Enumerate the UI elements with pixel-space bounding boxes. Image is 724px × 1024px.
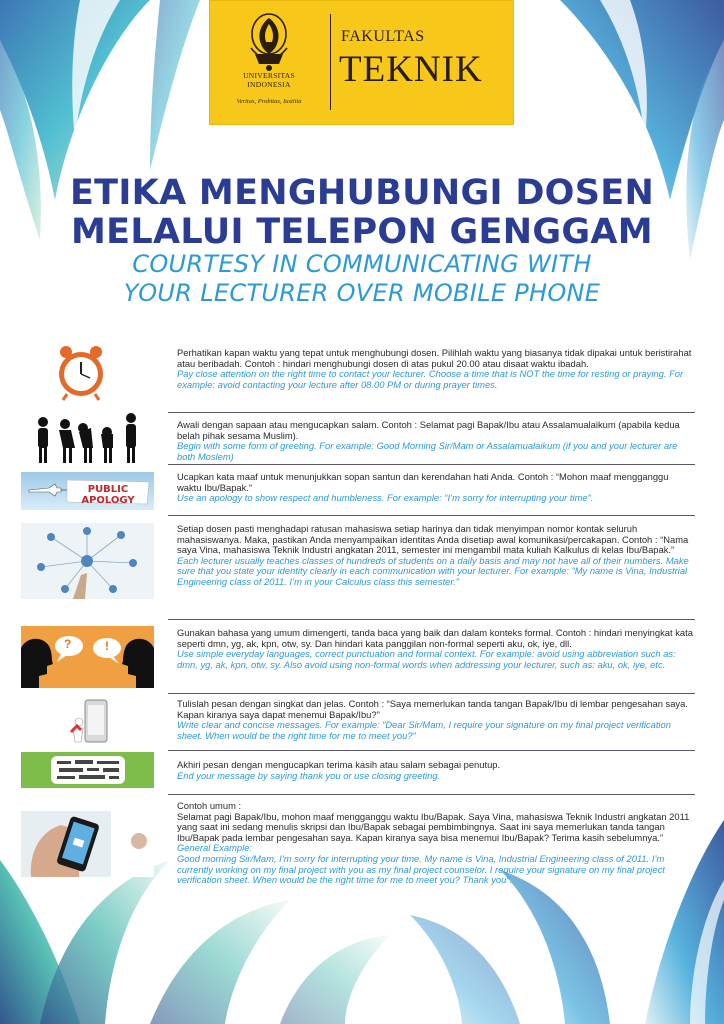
- item-text-en: Write clear and concise messages. For example: “Dear Sir/Mam, I require your signature on my final project verification sheet. When would be the right time for me to meet you?”: [177, 719, 671, 741]
- chat-bubble-text-1: ?: [64, 637, 72, 651]
- item-timing: [177, 348, 695, 390]
- item-text-id: Gunakan bahasa yang umum dimengerti, tanda baca yang baik dan dalam konteks formal. Contoh : hindari menyingkat kata seperti dmn, yg, ak, kpn, otw, sy. Dan hindari kata panggilan non-formal seperti aku, ok, iye, dll.: [177, 627, 693, 649]
- item-text-id: Tulislah pesan dengan singkat dan jelas. Contoh : “Saya memerlukan tanda tangan Bapak/Ibu di lembar pengesahan saya. Kapan kiranya saya dapat menemui Bapak/Ibu?”: [177, 698, 688, 720]
- divider: [168, 464, 695, 465]
- divider: [168, 515, 695, 516]
- item-text-id: Akhiri pesan dengan mengucapkan terima kasih atau salam sebagai penutup.: [177, 759, 501, 770]
- item-text-id: Perhatikan kapan waktu yang tepat untuk menghubungi dosen. Pilihlah waktu yang biasanya tidak dipakai untuk beristirahat atau beribadah. Contoh : hindari menghubungi dosen di atas pukul 20.00 atau disaat waktu ibadah.: [177, 347, 692, 369]
- page-title: ETIKA MENGHUBUNGI DOSEN MELALUI TELEPON GENGGAM: [69, 173, 655, 252]
- divider: [168, 619, 695, 620]
- divider: [168, 794, 695, 795]
- thank-you-words-icon: [21, 752, 154, 788]
- network-diagram-icon: [21, 523, 154, 599]
- item-text-en: Use an apology to show respect and humbleness. For example: “I’m sorry for interrupting your time”.: [177, 492, 594, 504]
- hand-holding-phone-icon: [21, 811, 154, 877]
- item-text-en: Begin with some form of greeting. For example: Good Morning Sir/Mam or Assalamualaikum (if you and your lecturer are both Moslem): [177, 440, 678, 462]
- item-text-en: Use simple everyday languages, correct punctuation and formal context. For example: avoid using abbreviation such as: dmn, yg, ak, kpn, otw, sy. Also avoid using non-formal words when addressing your lecturer, such as: aku, ok, iye, etc.: [177, 648, 676, 670]
- item-text-en: Each lecturer usually teaches classes of hundreds of students on a daily basis and may not have all of their numbers. Make sure that you state your identity clearly in each communication with your lecturer. For example: “My name is Vina, Industrial Engineering class of 2011. I’m in your Calculus class this semester.”: [177, 554, 689, 587]
- phone-and-figure-icon: [21, 698, 154, 748]
- item-general-example: [177, 801, 695, 886]
- faculty-name: TEKNIK: [339, 49, 483, 90]
- item-apology: [177, 472, 695, 504]
- item-text-id: Contoh umum : Selamat pagi Bapak/Ibu, mohon maaf mengganggu waktu Ibu/Bapak. Saya Vina, mahasiswa Teknik Industri angkatan 2011 yang saat ini sedang menulis skripsi dan Ibu/Bapak sebagai pembimbingnya. Saat ini saya memerlukan tanda tangan Ibu/Bapak pada lembar pengesahan saya. Kapan kiranya saya bisa menemui Ibu/Bapak? Terima kasih sebelumnya.”: [177, 800, 690, 843]
- item-text-en: Pay close attention on the right time to contact your lecturer. Choose a time that is NOT the time for resting or praying. For example: avoid contacting your lecture after 08.00 PM or during prayer times.: [177, 368, 684, 390]
- item-concise: [177, 699, 695, 741]
- divider: [168, 750, 695, 751]
- chat-bubble-text-2: !: [105, 639, 109, 653]
- alarm-clock-icon: [21, 342, 154, 402]
- item-language: [177, 628, 695, 670]
- item-greeting: [177, 420, 695, 462]
- bowing-people-icon: [21, 410, 154, 466]
- university-motto: Veritas, Probitas, Iustitia: [236, 98, 302, 105]
- item-text-en: General Example: Good morning Sir/Mam, I’m sorry for interrupting your time. My name is Vina, Industrial Engineering class of 2011. I’m currently working on my final project with you as my final project counselor. I require your signature on my final project verification sheet. When would be the right time for me to meet you? Thank you”.: [177, 842, 665, 886]
- item-text-id: Awali dengan sapaan atau mengucapkan salam. Contoh : Selamat pagi Bapak/Ibu atau Assalamualaikum (apabila kedua belah pihak sesama Muslim).: [177, 419, 680, 441]
- item-identity: [177, 524, 695, 588]
- item-text-id: Setiap dosen pasti menghadapi ratusan mahasiswa setiap harinya dan tidak menyimpan nomor kontak seluruh mahasiswanya. Maka, pastikan Anda menyampaikan identitas Anda disetiap awal komunikasi/percakapan. Contoh : “Nama saya Vina, mahasiswa Teknik Industri angkatan 2011, semester ini mengambil mata kuliah Kalkulus di kelas Ibu/Bapak.”: [177, 523, 689, 556]
- banner-text: PUBLIC APOLOGY: [81, 484, 135, 506]
- page-subtitle: COURTESY IN COMMUNICATING WITH YOUR LECTURER OVER MOBILE PHONE: [123, 250, 601, 307]
- talking-heads-icon: [21, 626, 154, 688]
- item-text-id: Ucapkan kata maaf untuk menunjukkan sopan santun dan kerendahan hati Anda. Contoh : “Mohon maaf mengganggu waktu Ibu/Bapak.”: [177, 471, 669, 493]
- faculty-label: FAKULTAS: [341, 28, 425, 45]
- university-name: UNIVERSITAS INDONESIA: [243, 71, 295, 89]
- item-closing: [177, 760, 695, 781]
- public-apology-banner-image: [21, 472, 154, 510]
- divider: [168, 693, 695, 694]
- item-text-en: End your message by saying thank you or use closing greeting.: [177, 769, 441, 781]
- divider: [168, 412, 695, 413]
